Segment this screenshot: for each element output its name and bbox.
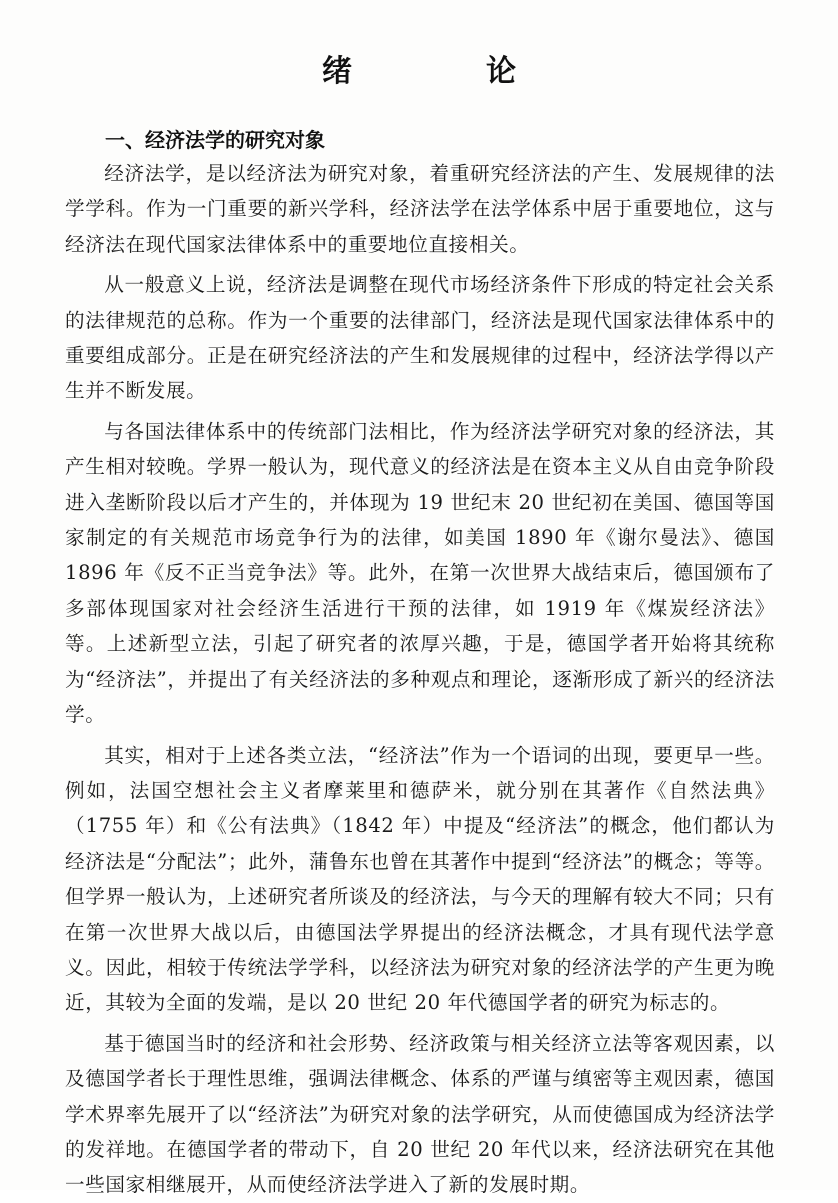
- chapter-body: [65, 124, 775, 1203]
- paragraph-4: 其实，相对于上述各类立法，“经济法”作为一个语词的出现，要更早一些。例如，法国空想社会主义者摩莱里和德萨米，就分别在其著作《自然法典》（1755 年）和《公有法典》（1842 年）中提及“经济法”的概念，他们都认为经济法是“分配法”；此外，蒲鲁东也曾在其著作中提到“经济法”的概念；等等。但学界一般认为，上述研究者所谈及的经济法，与今天的理解有较大不同；只有在第一次世界大战以后，由德国法学界提出的经济法概念，才具有现代法学意义。因此，相较于传统法学学科，以经济法为研究对象的经济法学的产生更为晚近，其较为全面的发端，是以 20 世纪 20 年代德国学者的研究为标志的。: [65, 743, 775, 1015]
- paragraph-3: 与各国法律体系中的传统部门法相比，作为经济法学研究对象的经济法，其产生相对较晚。学界一般认为，现代意义的经济法是在资本主义从自由竞争阶段进入垄断阶段以后才产生的，并体现为 19 世纪末 20 世纪初在美国、德国等国家制定的有关规范市场竞争行为的法律，如美国 1890 年《谢尔曼法》、德国 1896 年《反不正当竞争法》等。此外，在第一次世界大战结束后，德国颁布了多部体现国家对社会经济生活进行干预的法律，如 1919 年《煤炭经济法》等。上述新型立法，引起了研究者的浓厚兴趣，于是，德国学者开始将其统称为“经济法”，并提出了有关经济法的多种观点和理论，逐渐形成了新兴的经济法学。: [65, 419, 775, 727]
- paragraph-2: 从一般意义上说，经济法是调整在现代市场经济条件下形成的特定社会关系的法律规范的总称。作为一个重要的法律部门，经济法是现代国家法律体系中的重要组成部分。正是在研究经济法的产生和发展规律的过程中，经济法学得以产生并不断发展。: [65, 273, 775, 403]
- paragraph-1: 经济法学，是以经济法为研究对象，着重研究经济法的产生、发展规律的法学学科。作为一门重要的新兴学科，经济法学在法学体系中居于重要地位，这与经济法在现代国家法律体系中的重要地位直接相关。: [65, 162, 775, 256]
- section-heading: 一、经济法学的研究对象: [105, 128, 325, 152]
- chapter-title: 绪 论: [322, 54, 568, 90]
- paragraph-5: 基于德国当时的经济和社会形势、经济政策与相关经济立法等客观因素，以及德国学者长于理性思维，强调法律概念、体系的严谨与缜密等主观因素，德国学术界率先展开了以“经济法”为研究对象的法学研究，从而使德国成为经济法学的发祥地。在德国学者的带动下，自 20 世纪 20 年代以来，经济法研究在其他一些国家相继展开，从而使经济法学进入了新的发展时期。: [65, 1031, 775, 1197]
